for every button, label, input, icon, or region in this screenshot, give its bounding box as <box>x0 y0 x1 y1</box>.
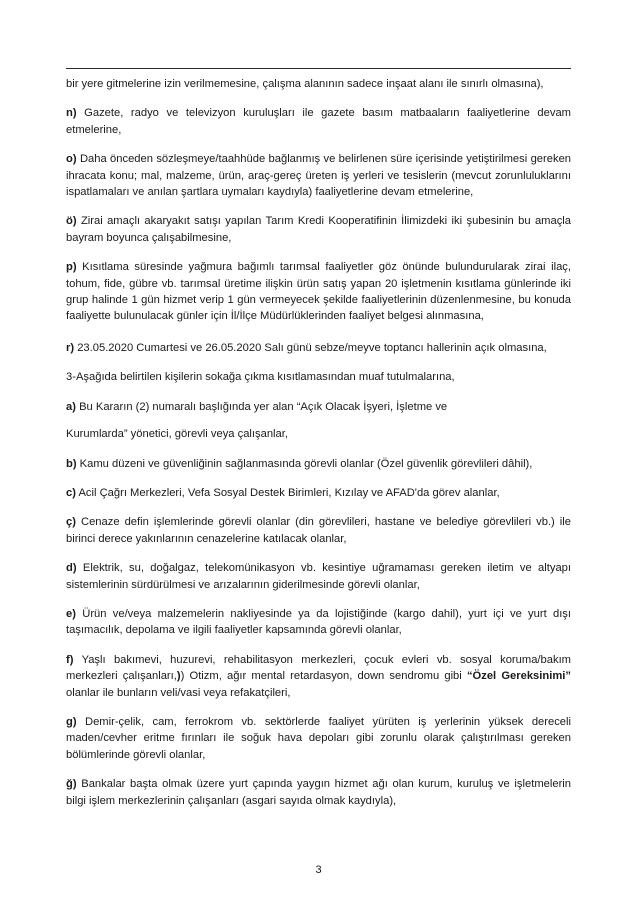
paragraph-label: a) <box>66 400 76 413</box>
paragraph-label: o) <box>66 153 77 166</box>
paragraph-e <box>66 606 571 639</box>
paragraph-text: Kısıtlama süresinde yağmura bağımlı tarımsal faaliyetler göz önünde bulundurularak zirai ilaç, tohum, fide, gübre vb. tarımsal üretime ilişkin ürün satış yapan 20 işletmenin kısıtlama günlerinde iki grup halinde 1 gün hizmet verip 1 gün vermeyecek şekilde faaliyetlerinin düzenlenmesine, bu konuda faaliyette bulunulacak günler için İl/İlçe Müdürlüklerinden faaliyet belgesi alınmasına, <box>66 261 572 323</box>
paragraph-r <box>66 340 571 356</box>
paragraph-text: Cenaze defin işlemlerinde görevli olanlar (din görevlileri, hastane ve belediye görevlileri vb.) ile birinci derece yakınlarının cenazelerine katılacak olanlar, <box>66 516 571 545</box>
paragraph-close-paren: ) <box>176 670 181 683</box>
paragraph-text: Ürün ve/veya malzemelerin nakliyesinde ya da lojistiğinde (kargo dahil), yurt içi ve yurt dışı taşımacılık, depolama ve ilgili faaliyetler kapsamında görevli olanlar, <box>66 607 572 637</box>
paragraph-label: ö) <box>66 215 77 228</box>
paragraph-label: ç) <box>66 516 76 529</box>
paragraph-text: bir yere gitmelerine izin verilmemesine, çalışma alanının sadece inşaat alanı ile sınırlı olmasına), <box>66 78 544 90</box>
paragraph-f <box>66 652 571 701</box>
paragraph-label: d) <box>66 562 77 575</box>
paragraph-text-after: olanlar ile bunların veli/vasi veya refakatçileri, <box>66 686 291 699</box>
paragraph-label: n) <box>66 107 77 120</box>
paragraph-a-cont <box>66 426 571 442</box>
paragraph-c-cedilla <box>66 514 571 547</box>
paragraph-text: Demir-çelik, cam, ferrokrom vb. sektörlerde faaliyet yürüten iş yerlerinin yüksek dereceli maden/cevher eritme fırınları ile soğuk hava depoları gibi zorunlu olarak çalıştırılması gereken bölümlerinde görevli olanlar, <box>66 715 571 761</box>
paragraph-b <box>66 456 571 472</box>
paragraph-text: 3-Aşağıda belirtilen kişilerin sokağa çıkma kısıtlamasından muaf tutulmalarına, <box>66 371 455 384</box>
paragraph-a <box>66 399 571 415</box>
paragraph-n <box>66 105 571 138</box>
paragraph-g-breve <box>66 776 571 809</box>
paragraph-g <box>66 714 571 763</box>
paragraph-label: f) <box>66 653 74 666</box>
paragraph-text: 23.05.2020 Cumartesi ve 26.05.2020 Salı günü sebze/meyve toptancı hallerinin açık olmasına, <box>77 341 547 354</box>
paragraph-label: b) <box>66 457 77 470</box>
paragraph-text: Daha önceden sözleşmeye/taahhüde bağlanmış ve belirlenen süre içerisinde yetiştirilmesi gereken ihracata konu; mal, malzeme, ürün, araç-gereç üreten iş yerleri ve tesislerin (mevcut zorunluluklarını ispatlamaları ve anılan şartlara uymaları kaydıyla) faaliyetlerine devam etmelerine, <box>66 153 572 199</box>
paragraph-emphasis: “Özel Gereksinimi” <box>466 670 571 683</box>
document-body <box>66 76 571 809</box>
paragraph-text: Kurumlarda” yönetici, görevli veya çalışanlar, <box>66 428 288 441</box>
paragraph-label: p) <box>66 261 77 274</box>
paragraph-label: c) <box>66 486 76 499</box>
paragraph-section-3 <box>66 369 571 385</box>
paragraph-o <box>66 151 571 200</box>
paragraph-text: Zirai amaçlı akaryakıt satışı yapılan Tarım Kredi Kooperatifinin İlimizdeki iki şubesinin bu amaçla bayram boyunca çalışabilmesine, <box>66 215 572 244</box>
paragraph-d <box>66 560 571 593</box>
header-rule <box>66 68 571 69</box>
paragraph-text: Kamu düzeni ve güvenliğinin sağlanmasında görevli olanlar (Özel güvenlik görevlileri dâhil), <box>79 457 533 470</box>
paragraph-text: Bankalar başta olmak üzere yurt çapında yaygın hizmet ağı olan kurum, kuruluş ve işletmelerin bilgi işlem merkezlerinin çalışanları (asgari sayıda olmak kaydıyla), <box>66 778 571 807</box>
paragraph-intro <box>66 76 571 92</box>
paragraph-text: Acil Çağrı Merkezleri, Vefa Sosyal Destek Birimleri, Kızılay ve AFAD'da görev alanlar, <box>78 486 500 499</box>
paragraph-label: e) <box>66 607 76 620</box>
paragraph-text: Gazete, radyo ve televizyon kuruluşları ile gazete basım matbaaların faaliyetlerine devam etmelerine, <box>66 107 572 136</box>
paragraph-label: g) <box>66 715 77 728</box>
paragraph-p <box>66 259 571 325</box>
paragraph-c <box>66 485 571 501</box>
paragraph-text: Elektrik, su, doğalgaz, telekomünikasyon vb. kesintiye uğramaması gereken iletim ve altyapı sistemlerinin sürdürülmesi ve arızalarının giderilmesinde görevli olanlar, <box>66 562 571 591</box>
paragraph-o-umlaut <box>66 213 571 246</box>
paragraph-text: Bu Kararın (2) numaralı başlığında yer alan “Açık Olacak İşyeri, İşletme ve <box>79 400 448 413</box>
paragraph-text-mid: ) Otizm, ağır mental retardasyon, down sendromu gibi <box>180 670 467 683</box>
page-number: 3 <box>315 864 322 876</box>
paragraph-text: Yaşlı bakımevi, huzurevi, rehabilitasyon merkezleri, çocuk evleri vb. sosyal koruma/bakım merkezleri çalışanları, <box>66 653 571 683</box>
paragraph-label: ğ) <box>66 778 77 791</box>
paragraph-label: r) <box>66 341 75 354</box>
